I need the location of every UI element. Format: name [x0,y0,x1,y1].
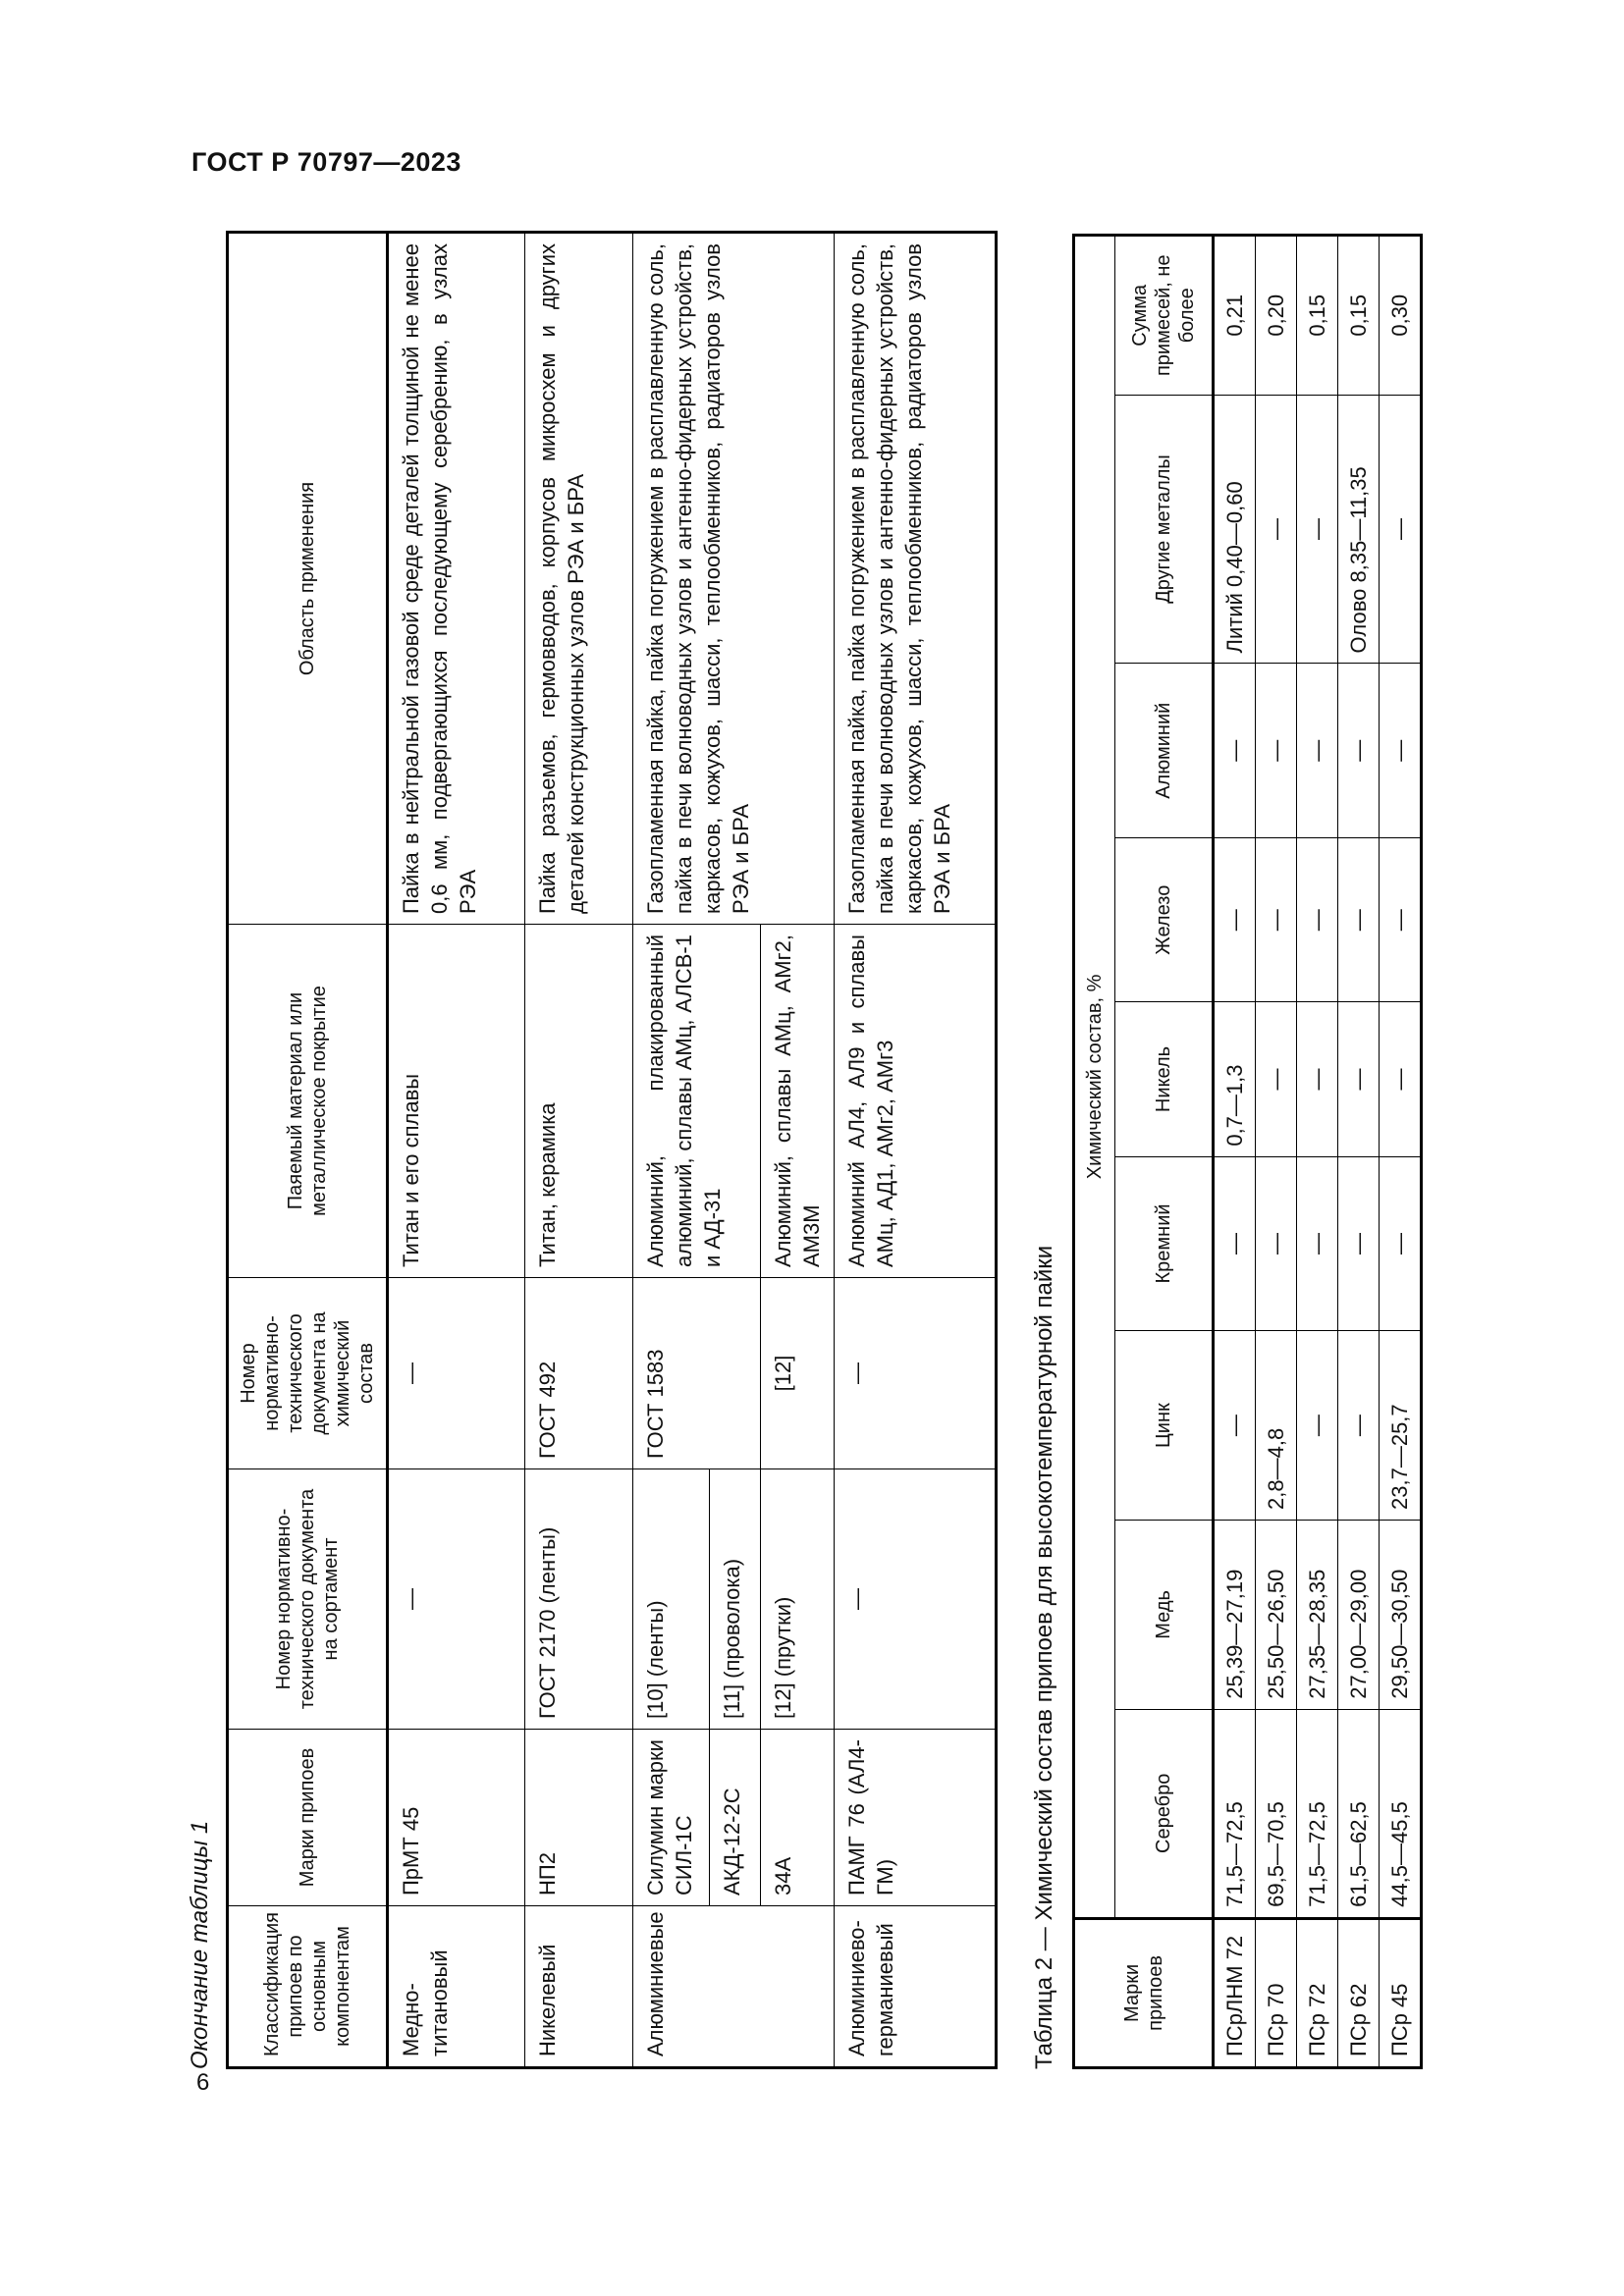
table2-body [1214,236,1422,2068]
document-code: ГОСТ Р 70797—2023 [191,147,461,177]
t1-cell-class: Алюминиево-германиевый [835,1906,997,2068]
table-row [1338,236,1380,2068]
t2-cell-al: — [1338,664,1380,838]
t2-cell-zn: 2,8—4,8 [1256,1331,1297,1521]
t1-cell-sortament: — [835,1469,997,1730]
t1-cell-material: Титан, керамика [525,925,633,1278]
t1-cell-brand: 34А [761,1730,835,1906]
t1-header-area: Область применения [228,233,388,925]
t1-cell-material: Алюминий, плакированный алюминий, сплавы АМц, АЛСВ-1 и АД-31 [633,925,761,1278]
t1-cell-chem: ГОСТ 1583 [633,1278,761,1469]
table1-caption: Окончание таблицы 1 [187,1820,213,2069]
table-row [525,233,633,2068]
t2-cell-ag: 61,5—62,5 [1338,1709,1380,1918]
t2-cell-other: Литий 0,40—0,60 [1214,395,1256,664]
t2-header-col: Железо [1115,838,1214,1002]
t1-header-brand: Марки припоев [228,1730,388,1906]
t1-cell-chem: [12] [761,1278,835,1469]
t2-cell-si: — [1338,1156,1380,1331]
t2-cell-ni: — [1380,1002,1422,1156]
t2-header-brand: Марки припоев [1074,1918,1214,2067]
t2-cell-ni: — [1297,1002,1338,1156]
t2-header-col: Сумма примесей, не более [1115,236,1214,396]
t1-cell-sortament: ГОСТ 2170 (ленты) [525,1469,633,1730]
t1-cell-chem: ГОСТ 492 [525,1278,633,1469]
t2-cell-al: — [1256,664,1297,838]
t1-cell-brand: НП2 [525,1730,633,1906]
t1-cell-brand: ПАМГ 76 (АЛ4-ГМ) [835,1730,997,1906]
t1-cell-sortament: [11] (проволока) [710,1469,761,1730]
table-row [1297,236,1338,2068]
table2 [1072,234,1423,2069]
t2-header-col: Серебро [1115,1709,1214,1918]
rotated-content [177,216,1473,2081]
t2-cell-sum: 0,15 [1297,236,1338,396]
t1-cell-sortament: — [388,1469,525,1730]
t2-cell-other: — [1297,395,1338,664]
t2-cell-other: — [1256,395,1297,664]
t1-header-material: Паяемый материал или металлическое покрытие [228,925,388,1278]
t2-cell-sum: 0,20 [1256,236,1297,396]
t2-header-col: Никель [1115,1002,1214,1156]
t2-cell-cu: 27,00—29,00 [1338,1520,1380,1709]
t1-header-sortament: Номер нормативно-технического документа на сортамент [228,1469,388,1730]
t2-cell-al: — [1297,664,1338,838]
t2-header-col: Алюминий [1115,664,1214,838]
t1-cell-area: Газопламенная пайка, пайка погружением в расплавленную соль, пайка в печи волноводных узлов и антенно-фидерных устройств, каркасов, кожухов, шасси, теплообменников, радиаторов узлов РЭА и БРА [633,233,835,925]
t1-cell-material: Титан и его сплавы [388,925,525,1278]
t1-cell-sortament: [12] (прутки) [761,1469,835,1730]
t1-cell-sortament: [10] (ленты) [633,1469,710,1730]
t2-cell-brand: ПСр 45 [1380,1918,1422,2067]
t1-cell-area: Газопламенная пайка, пайка погружением в расплавленную соль, пайка в печи волноводных узлов и антенно-фидерных устройств, каркасов, кожухов, шасси, теплообменников, радиаторов узлов РЭА и БРА [835,233,997,925]
t2-header-col: Цинк [1115,1331,1214,1521]
t2-cell-fe: — [1256,838,1297,1002]
t2-cell-zn: — [1297,1331,1338,1521]
t2-cell-cu: 29,50—30,50 [1380,1520,1422,1709]
t1-cell-chem: — [388,1278,525,1469]
table-row [388,233,525,2068]
t2-header-col: Кремний [1115,1156,1214,1331]
t2-cell-ni: — [1256,1002,1297,1156]
t2-header-col: Медь [1115,1520,1214,1709]
t2-cell-sum: 0,30 [1380,236,1422,396]
table-row [633,233,710,2068]
t2-cell-cu: 27,35—28,35 [1297,1520,1338,1709]
t1-cell-area: Пайка разъемов, гермовводов, корпусов микросхем и других деталей конструкционных узлов РЭА и БРА [525,233,633,925]
t2-cell-other: — [1380,395,1422,664]
page-number: 6 [196,2069,210,2096]
t1-cell-class: Алюминиевые [633,1906,835,2068]
t1-header-chem: Номер нормативно-технического документа на химический состав [228,1278,388,1469]
table-row [835,233,997,2068]
t1-cell-area: Пайка в нейтральной газовой среде деталей толщиной не менее 0,6 мм, подвергающихся последующему серебрению, в узлах РЭА [388,233,525,925]
t2-header-col: Другие металлы [1115,395,1214,664]
t2-cell-brand: ПСр 62 [1338,1918,1380,2067]
t2-cell-fe: — [1297,838,1338,1002]
t2-cell-si: — [1214,1156,1256,1331]
t2-cell-fe: — [1380,838,1422,1002]
t2-cell-cu: 25,39—27,19 [1214,1520,1256,1709]
t2-cell-ag: 71,5—72,5 [1297,1709,1338,1918]
t2-cell-fe: — [1338,838,1380,1002]
t2-cell-brand: ПСр 70 [1256,1918,1297,2067]
table-row [1256,236,1297,2068]
t2-cell-ni: — [1338,1002,1380,1156]
t2-cell-ag: 71,5—72,5 [1214,1709,1256,1918]
t2-cell-fe: — [1214,838,1256,1002]
table-row [1380,236,1422,2068]
t2-cell-ag: 44,5—45,5 [1380,1709,1422,1918]
t2-cell-sum: 0,21 [1214,236,1256,396]
t2-cell-zn: 23,7—25,7 [1380,1331,1422,1521]
t2-cell-zn: — [1214,1331,1256,1521]
t1-cell-brand: ПрМТ 45 [388,1730,525,1906]
t2-cell-sum: 0,15 [1338,236,1380,396]
t1-cell-brand: АКД-12-2С [710,1730,761,1906]
t2-cell-brand: ПСр 72 [1297,1918,1338,2067]
t2-cell-si: — [1297,1156,1338,1331]
t2-header-group: Химический состав, % [1074,236,1115,1919]
t2-cell-al: — [1380,664,1422,838]
t2-cell-zn: — [1338,1331,1380,1521]
t1-cell-class: Никелевый [525,1906,633,2068]
t1-cell-chem: — [835,1278,997,1469]
t2-cell-cu: 25,50—26,50 [1256,1520,1297,1709]
t2-cell-ag: 69,5—70,5 [1256,1709,1297,1918]
t1-cell-material: Алюминий, сплавы АМц, АМг2, АМ3М [761,925,835,1278]
t1-cell-material: Алюминий АЛ4, АЛ9 и сплавы АМц, АД1, АМг2, АМг3 [835,925,997,1278]
t1-header-class: Классификация припоев по основным компонентам [228,1906,388,2068]
t2-cell-other: Олово 8,35—11,35 [1338,395,1380,664]
table2-caption: Таблица 2 — Химический состав припоев для высокотемпературной пайки [1031,1245,1057,2069]
t2-cell-brand: ПСрЛНМ 72 [1214,1918,1256,2067]
table1 [226,231,998,2069]
t2-cell-si: — [1380,1156,1422,1331]
t2-cell-si: — [1256,1156,1297,1331]
table-row [1214,236,1256,2068]
t1-cell-brand: Силумин марки СИЛ-1С [633,1730,710,1906]
t1-cell-class: Медно-титановый [388,1906,525,2068]
t2-cell-ni: 0,7—1,3 [1214,1002,1256,1156]
t2-cell-al: — [1214,664,1256,838]
